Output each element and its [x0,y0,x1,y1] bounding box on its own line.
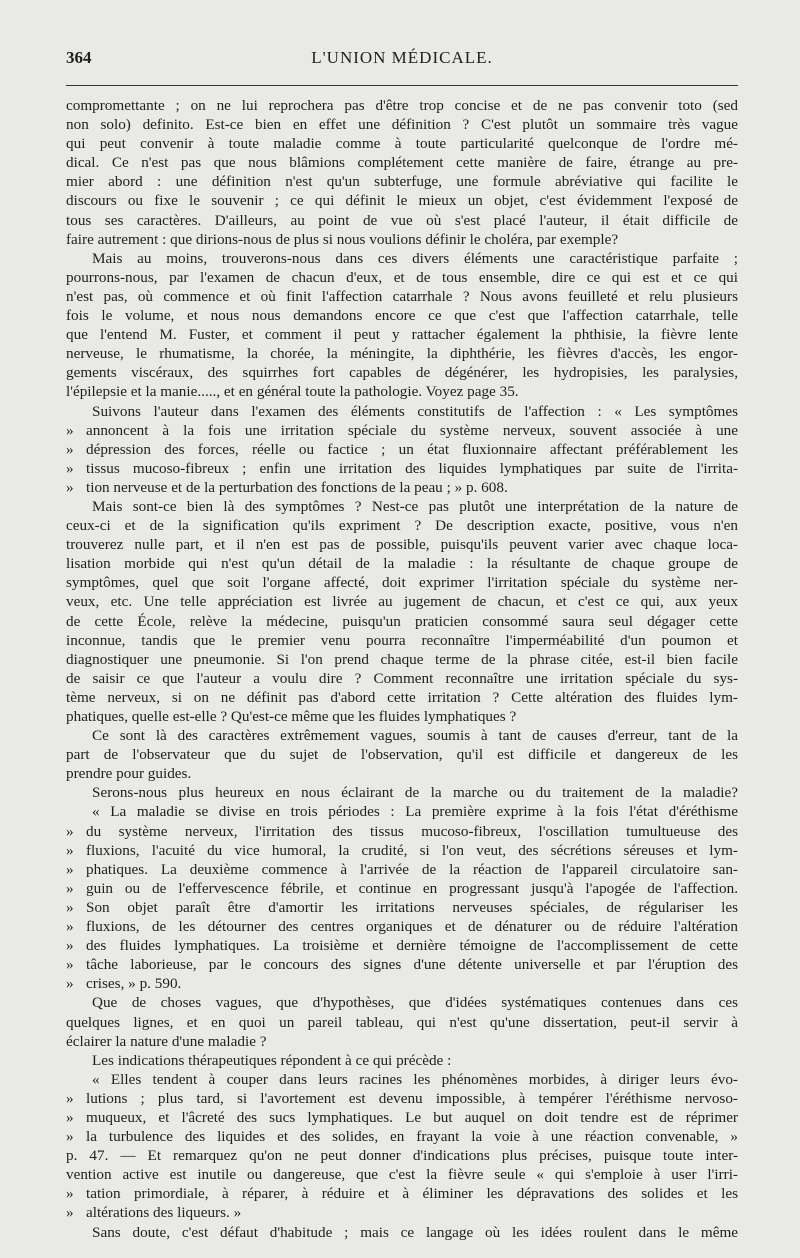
text-line: fois le volume, et nous nous demandons encore ce que c'est que l'affection catarrhale, telle [66,307,738,325]
text-line: Mais sont-ce bien là des symptômes ? Nest-ce pas plutôt une interprétation de la nature de [92,497,738,515]
text-line: » des fluides lymphatiques. La troisième et dernière témoigne de l'accomplissement de cette [66,936,738,955]
text-line: » fluxions, de les détourner des centres organiques et de dénaturer ou de réduire l'altération [66,917,738,936]
text-line: part de l'observateur que du sujet de l'observation, qu'il est difficile et dangereux de les [66,746,738,764]
text-line: « Elles tendent à couper dans leurs racines les phénomènes morbides, à diriger leurs évo- [92,1070,738,1088]
text-line: prendre pour guides. [66,765,192,783]
text-line: » Son objet paraît être d'amortir les irritations nerveuses spéciales, de régulariser les [66,898,738,917]
text-line: tème nerveux, si on ne définit pas d'abord cette irritation ? Cette altération des fluides lym- [66,688,738,706]
text-line: de cette École, relève la médecine, puisqu'un praticien consommé saura seul dégager cette [66,612,738,630]
text-line: faire autrement : que dirions-nous de plus si nous voulions définir le choléra, par exemple? [66,230,619,248]
text-line: non solo) definito. Est-ce bien en effet une définition ? C'est plutôt un sommaire très vague [66,116,738,134]
text-line: compromettante ; on ne lui reprochera pas d'être trop concise et de ne pas convenir toto (sed [66,97,738,114]
text-line: mier abord : une définition n'est qu'un subterfuge, une formule abréviative qui facilite le [66,173,738,191]
text-line: p. 47. — Et remarquez qu'on ne peut donner d'indications plus précises, puisque toute inter- [66,1147,738,1165]
text-line: dical. Ce n'est pas que nous blâmions complétement cette manière de faire, étrange au pre- [66,154,738,172]
text-line: qui peut convenir à toute maladie comme à toute particularité quelconque de l'ordre mé- [66,135,738,153]
header-rule [66,85,738,86]
text-line: phatiques, quelle est-elle ? Qu'est-ce même que les fluides lymphatiques ? [66,708,517,725]
text-line: » muqueux, et l'âcreté des sucs lymphatiques. Le but auquel on doit tendre est de réprimer [66,1108,738,1127]
text-line: » annoncent à la fois une irritation spéciale du système nerveux, souvent associée à une [66,421,738,440]
text-line: éclairer la nature d'une maladie ? [66,1032,267,1050]
text-line: » altérations des liqueurs. » [66,1203,738,1222]
text-line: de saisir ce que l'auteur a voulu dire ? Comment reconnaître une irritation spéciale du sys- [66,669,738,687]
text-line: » dépression des forces, réelle ou factice ; un état fluxionnaire affectant préférablement les [66,440,738,459]
text-line: quelques lignes, et en quoi un pareil tableau, qui n'est qu'une dissertation, peut-il servir à [66,1013,738,1031]
text-line: « La maladie se divise en trois périodes : La première exprime à la fois l'état d'éréthisme [92,803,738,821]
text-line: veux, etc. Une telle appréciation est livrée au jugement de chacun, et c'est ce qui, aux yeux [66,593,738,611]
page-number: 364 [66,48,92,67]
text-line: l'épilepsie et la manie....., et en général toute la pathologie. Voyez page 35. [66,383,519,401]
text-line: discours ou fixe le souvenir ; ce qui définit le mieux un objet, c'est évidemment l'exposé de [66,192,738,210]
page-header [66,48,738,72]
text-line: trouverez nulle part, et il n'en est pas de possible, puisqu'ils peuvent varier avec chaque loca- [66,536,738,554]
text-line: » tissus mucoso-fibreux ; enfin une irritation des liquides lymphatiques par suite de l'irrita- [66,459,738,478]
text-line: » lutions ; plus tard, si l'avortement est devenu impossible, à tempérer l'éréthisme nervoso- [66,1089,738,1108]
text-line: ceux-ci et de la signification qu'ils expriment ? De description exacte, positive, vous n'en [66,517,738,535]
text-line: » fluxions, l'acuité du vice humoral, la crudité, si l'on veut, des sécrétions séreuses et lym- [66,841,738,860]
text-line: nerveuse, le rhumatisme, la chorée, la méningite, la diphthérie, les fièvres d'accès, les engor- [66,345,738,363]
text-line: vention active est inutile ou dangereuse, que c'est la fièvre seule « qui s'emploie à user l'irri- [66,1166,738,1184]
text-line: diagnostiquer une pneumonie. Si l'on prend chaque terme de la phrase citée, est-il bien facile [66,650,738,668]
text-line: tous ses caractères. D'ailleurs, au point de vue où s'est placé l'auteur, il était difficile de [66,211,738,229]
text-line: Serons-nous plus heureux en nous éclairant de la marche ou du traitement de la maladie? [92,784,738,802]
text-line: Sans doute, c'est défaut d'habitude ; mais ce langage où les idées roulent dans le même [92,1223,738,1241]
text-line: Les indications thérapeutiques répondent à ce qui précède : [92,1051,452,1069]
text-line: pourrons-nous, par l'examen de chacun d'eux, et de tous ensemble, dire ce qui est et ce qui [66,268,738,286]
text-line: symptômes, quel que soit l'organe affecté, doit exprimer l'irritation spéciale du système ner- [66,574,738,592]
text-line: » la turbulence des liquides et des solides, en frayant la voie à une réaction convenable, » [66,1127,738,1146]
text-line: » tâche laborieuse, par le concours des signes d'une détente universelle et par l'éruption des [66,955,738,974]
text-line: Suivons l'auteur dans l'examen des éléments constitutifs de l'affection : « Les symptômes [92,402,738,420]
text-line: gements viscéraux, des squirrhes fort capables de dégénérer, les hydropisies, les paralysies, [66,364,738,382]
text-line: Mais au moins, trouverons-nous dans ces divers éléments une caractéristique parfaite ; [92,249,738,267]
text-line: » crises, » p. 590. [66,974,738,993]
text-line: » tion nerveuse et de la perturbation des fonctions de la peau ; » p. 608. [66,478,738,497]
text-line: » tation primordiale, à réparer, à réduire et à éliminer les dépravations des solides et les [66,1184,738,1203]
text-line: inconnue, tandis que le premier venu pourra reconnaître l'imperméabilité d'un poumon et [66,631,738,649]
text-line: que l'entend M. Fuster, et comment il peut y rattacher également la phthisie, la fièvre lente [66,326,738,344]
text-line: lisation morbide qui n'est qu'un détail de la maladie : la résultante de chaque groupe de [66,555,738,573]
text-line: n'est pas, où commence et où finit l'affection catarrhale ? Nous avons feuilleté et relu plusieurs [66,287,738,305]
text-line: » guin ou de l'effervescence fébrile, et continue en progressant jusqu'à l'apogée de l'affection. [66,879,738,898]
text-line: Ce sont là des caractères extrêmement vagues, soumis à tant de causes d'erreur, tant de la [92,727,738,745]
text-line: Que de choses vagues, que d'hypothèses, que d'idées systématiques contenues dans ces [92,994,738,1012]
body-text [66,96,738,1242]
text-line: » phatiques. La deuxième commence à l'arrivée de la réaction de l'appareil circulatoire san- [66,860,738,879]
text-line: » du système nerveux, l'irritation des tissus mucoso-fibreux, l'oscillation tumultueuse des [66,822,738,841]
running-title: L'UNION MÉDICALE. [311,48,493,67]
